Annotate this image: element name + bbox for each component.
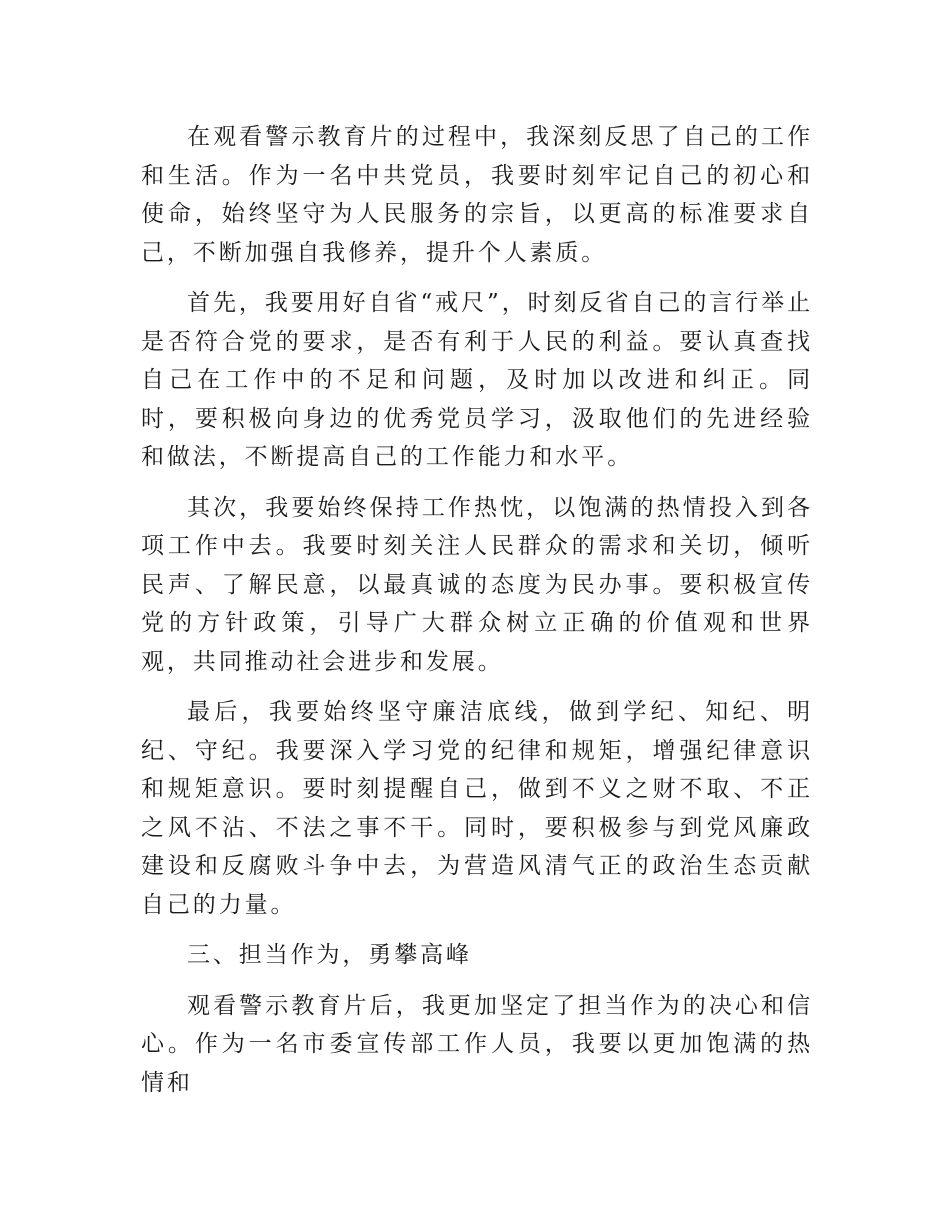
paragraph-last: 最后，我要始终坚守廉洁底线，做到学纪、知纪、明纪、守纪。我要深入学习党的纪律和规矩，增强纪律意识和规矩意识。要时刻提醒自己，做到不义之财不取、不正之风不沾、不法之事不干。同时，要积极参与到党风廉政建设和反腐败斗争中去，为营造风清气正的政治生态贡献自己的力量。 [141,699,813,918]
document-body [141,118,813,1102]
paragraph-closing: 观看警示教育片后，我更加坚定了担当作为的决心和信心。作为一名市委宣传部工作人员，我要以更加饱满的热情和 [141,992,813,1096]
paragraph-second: 其次，我要始终保持工作热忱，以饱满的热情投入到各项工作中去。我要时刻关注人民群众的需求和关切，倾听民声、了解民意，以最真诚的态度为民办事。要积极宣传党的方针政策，引导广大群众树立正确的价值观和世界观，共同推动社会进步和发展。 [141,494,813,675]
paragraph-reflection: 在观看警示教育片的过程中，我深刻反思了自己的工作和生活。作为一名中共党员，我要时刻牢记自己的初心和使命，始终坚守为人民服务的宗旨，以更高的标准要求自己，不断加强自我修养，提升个人素质。 [141,124,813,266]
paragraph-first: 首先，我要用好自省“戒尺”，时刻反省自己的言行举止是否符合党的要求，是否有利于人民的利益。要认真查找自己在工作中的不足和问题，及时加以改进和纠正。同时，要积极向身边的优秀党员学习，汲取他们的先进经验和做法，不断提高自己的工作能力和水平。 [141,290,813,470]
section-heading: 三、担当作为，勇攀高峰 [187,942,472,968]
